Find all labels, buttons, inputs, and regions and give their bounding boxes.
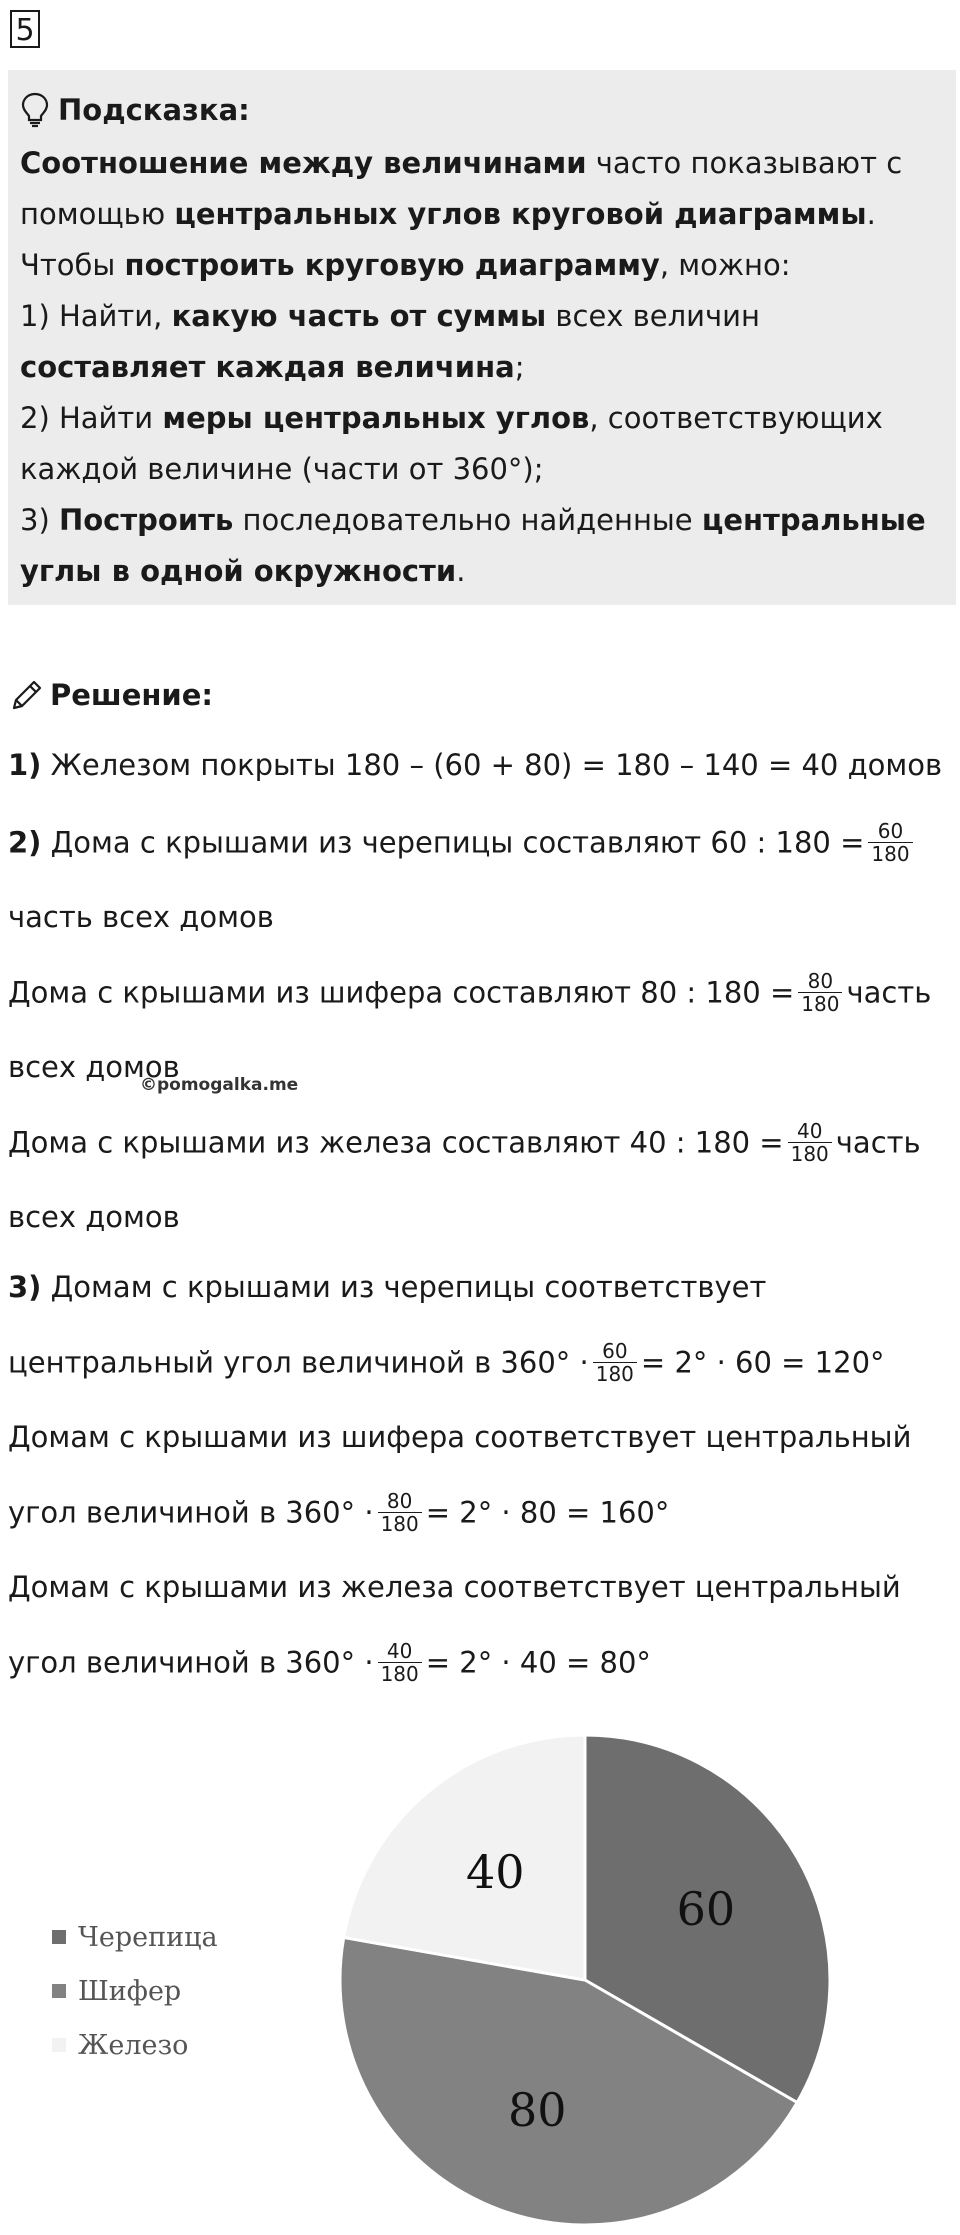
hint-text: ; — [514, 350, 525, 384]
hint-bold: центральных углов круговой диаграммы — [174, 197, 867, 231]
solution-step-2b — [8, 969, 932, 1017]
fraction-denominator: 180 — [380, 1662, 419, 1686]
legend-label: Шифер — [78, 1975, 182, 2007]
step-text: Домам с крышами из железа соответствует центральный — [8, 1570, 901, 1604]
step-text: Домам с крышами из черепицы соответствует — [41, 1270, 767, 1304]
fraction-denominator: 180 — [801, 992, 840, 1016]
fraction — [593, 1340, 637, 1385]
hint-text: последовательно найденные — [233, 503, 702, 537]
step-text: часть — [835, 1125, 921, 1160]
hint-bold: Соотношение между величинами — [20, 146, 587, 180]
hint-text: часто показывают с помощью — [20, 146, 903, 231]
solution-step-3b-line2 — [8, 1489, 670, 1537]
solution-title — [10, 678, 213, 712]
legend-swatch — [52, 2038, 66, 2052]
hint-text: 3) — [20, 503, 59, 537]
hint-bold: центральные углы в одной окружности — [20, 503, 926, 588]
hint-text: Чтобы — [20, 248, 125, 282]
fraction-numerator: 40 — [378, 1640, 422, 1663]
solution-step-3b — [8, 1417, 911, 1457]
watermark: ©pomogalka.me — [140, 1075, 299, 1095]
hint-bold: Построить — [58, 503, 234, 537]
legend-swatch — [52, 1984, 66, 1998]
hint-text: 2) Найти — [20, 401, 163, 435]
step-text: = 2° · 40 = 80° — [425, 1645, 651, 1680]
hint-bold: меры центральных углов — [162, 401, 590, 435]
step-text: угол величиной в 360° · — [8, 1495, 374, 1530]
hint-bold: какую часть от суммы — [171, 299, 547, 333]
solution-step-1 — [8, 745, 942, 785]
step-text: Домам с крышами из шифера соответствует центральный — [8, 1420, 912, 1454]
fraction-numerator: 60 — [593, 1340, 637, 1363]
fraction — [798, 970, 842, 1015]
solution-step-2c-tail — [8, 1197, 180, 1237]
solution-step-3a-line2 — [8, 1339, 885, 1387]
hint-text: , соответствующих каждой величине (части от 360°); — [20, 401, 883, 486]
fraction-numerator: 40 — [788, 1120, 832, 1143]
hint-text: всех величин — [546, 299, 760, 333]
pie-data-label-1: 60 — [676, 1882, 736, 1937]
step-text: всех домов — [8, 1050, 180, 1084]
hint-paragraph-2 — [20, 240, 946, 291]
pencil-icon — [10, 678, 44, 712]
hint-paragraph-5 — [20, 495, 946, 597]
chart-legend — [52, 1910, 218, 2072]
solution-step-3c — [8, 1567, 901, 1607]
step-text: = 2° · 80 = 160° — [425, 1495, 670, 1530]
legend-item-2 — [52, 1964, 218, 2018]
legend-label: Железо — [78, 2029, 189, 2061]
solution-title-text: Решение: — [50, 678, 214, 712]
fraction-numerator: 80 — [798, 970, 842, 993]
step-text: Дома с крышами из железа составляют 40 : 180 = — [8, 1125, 784, 1160]
fraction-denominator: 180 — [790, 1142, 829, 1166]
pie-data-label-3: 40 — [465, 1845, 525, 1900]
fraction-numerator: 60 — [868, 820, 912, 843]
step-text: всех домов — [8, 1200, 180, 1234]
hint-box — [8, 70, 956, 605]
hint-paragraph-1 — [20, 138, 946, 240]
step-text: часть — [846, 975, 932, 1010]
hint-text: . — [866, 197, 876, 231]
step-text: Дома с крышами из черепицы составляют 60 : 180 = — [41, 825, 865, 860]
solution-step-2a — [8, 819, 917, 867]
fraction-numerator: 80 — [378, 1490, 422, 1513]
pie-chart — [330, 1730, 850, 2230]
step-text: Дома с крышами из шифера составляют 80 : 180 = — [8, 975, 795, 1010]
step-text: Железом покрыты 180 – (60 + 80) = 180 – 140 = 40 домов — [41, 748, 943, 782]
hint-bold: построить круговую диаграмму — [124, 248, 660, 282]
step-text: центральный угол величиной в 360° · — [8, 1345, 589, 1380]
hint-paragraph-3 — [20, 291, 946, 393]
fraction-denominator: 180 — [380, 1512, 419, 1536]
step-text: часть всех домов — [8, 900, 274, 934]
solution-step-2c — [8, 1119, 921, 1167]
fraction — [378, 1490, 422, 1535]
solution-step-3c-line2 — [8, 1639, 651, 1687]
fraction — [788, 1120, 832, 1165]
pie-data-label-2: 80 — [507, 2083, 567, 2138]
lightbulb-icon — [20, 91, 50, 129]
step-text: = 2° · 60 = 120° — [640, 1345, 885, 1380]
fraction-denominator: 180 — [595, 1362, 634, 1386]
hint-paragraph-4 — [20, 393, 946, 495]
hint-text: , можно: — [659, 248, 791, 282]
pie-slice-3 — [344, 1735, 585, 1980]
step-text: угол величиной в 360° · — [8, 1645, 374, 1680]
legend-item-3 — [52, 2018, 218, 2072]
legend-label: Черепица — [78, 1921, 218, 1953]
step-number: 2) — [8, 825, 42, 860]
fraction — [868, 820, 912, 865]
step-number: 3) — [8, 1270, 42, 1304]
hint-title-text: Подсказка: — [58, 93, 250, 127]
hint-title — [20, 82, 946, 138]
hint-text: . — [456, 554, 466, 588]
solution-step-3a — [8, 1267, 766, 1307]
fraction-denominator: 180 — [871, 842, 910, 866]
legend-swatch — [52, 1930, 66, 1944]
fraction — [378, 1640, 422, 1685]
solution-step-2a-tail — [8, 897, 274, 937]
hint-bold: составляет каждая величина — [20, 350, 515, 384]
legend-item-1 — [52, 1910, 218, 1964]
hint-text: 1) Найти, — [20, 299, 172, 333]
step-number: 1) — [8, 748, 42, 782]
task-number: 5 — [10, 10, 40, 48]
